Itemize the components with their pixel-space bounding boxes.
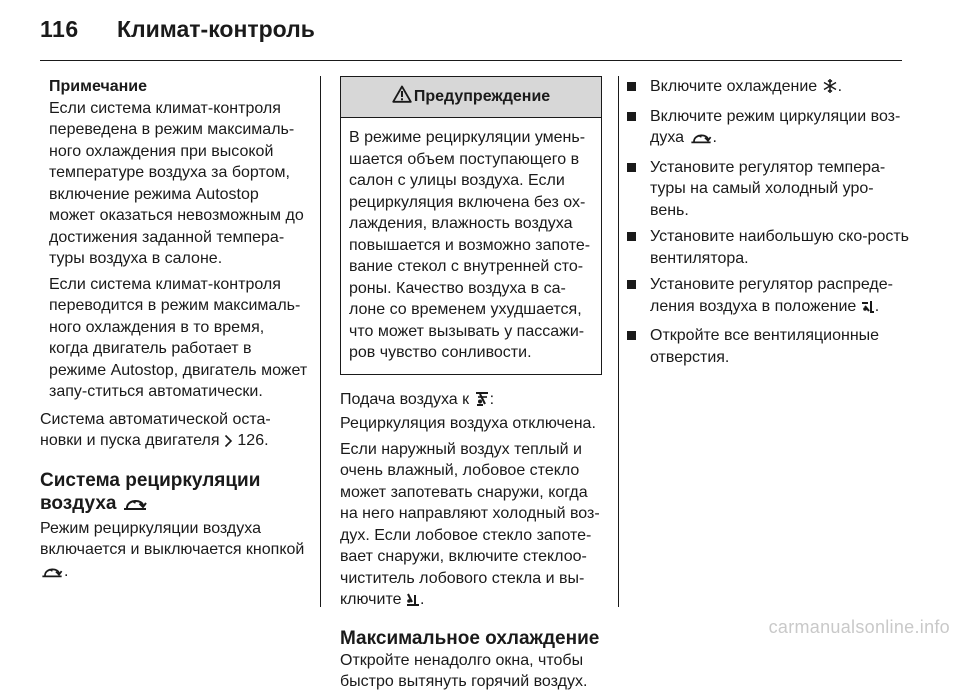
bullet-square-icon [627, 232, 636, 241]
autostop-reference-page: 126. [237, 432, 269, 449]
list-item-text: Установите регулятор темпера-туры на самый холодный уро-вень. [650, 158, 886, 219]
air-to-footwell-icon [406, 592, 420, 614]
warning-header [341, 77, 601, 118]
autostop-reference-paragraph [40, 409, 308, 455]
page-title: Климат-контроль [117, 16, 315, 42]
air-supply-text-post: : Рециркуляция воздуха отключена. [340, 390, 596, 432]
max-cooling-paragraph: Откройте ненадолго окна, чтобы быстро вытянуть горячий воздух. [340, 651, 588, 690]
warning-triangle-icon [392, 85, 412, 110]
warning-text: В режиме рециркуляции умень-шается объем поступающего в салон с улицы воздуха. Если рециркуляция включена без ох-лаждения, влажность воздуха повышается и возможно запоте-вание стекол с внутренней сто-роны. Качество воздуха в са-лоне со временем ухудшается, что может вызывать у пассажи-ров чувство сонливости. [349, 129, 591, 361]
bullet-square-icon [627, 280, 636, 289]
recirculation-icon [689, 130, 713, 152]
warning-box [340, 76, 602, 375]
windshield-fog-paragraph: Если наружный воздух теплый и очень влажный, лобовое стекло может запотевать снаружи, когда на него направляют холодный воз-дух. Если лобовое стекло запоте-вает снаружи, включите стеклоо-чиститель лобового стекла и вы-ключите . [340, 439, 602, 614]
list-item [625, 157, 910, 222]
bullet-square-icon [627, 112, 636, 121]
page-reference-arrow-icon [224, 433, 233, 455]
instruction-list [625, 76, 910, 368]
list-item-text: Откройте все вентиляционные отверстия. [650, 327, 880, 366]
column-divider-right [618, 76, 619, 607]
list-item: Включите охлаждение . [625, 76, 910, 101]
column-2 [340, 76, 602, 693]
bullet-square-icon [627, 163, 636, 172]
watermark: carmanualsonline.info [768, 617, 950, 637]
page-number: 116 [40, 16, 79, 42]
list-item-text: Включите охлаждение [650, 78, 818, 95]
snowflake-icon [822, 78, 838, 101]
bullet-square-icon [627, 82, 636, 91]
list-item: Включите режим циркуляции воз-духа . [625, 106, 910, 152]
list-item: Установите регулятор распреде-ления воздуха в положение . [625, 274, 910, 320]
autostop-reference-text: Система автоматической оста-новки и пуска двигателя [40, 410, 271, 449]
air-to-body-icon [861, 299, 875, 321]
header-rule [40, 60, 902, 61]
note-title: Примечание [49, 78, 148, 95]
air-to-windshield-icon [474, 391, 490, 414]
recirculation-icon [40, 564, 64, 586]
recirculation-paragraph: Режим рециркуляции воздуха включается и выключается кнопкой . [40, 518, 308, 586]
list-item-text: Включите режим циркуляции воз-духа [650, 107, 901, 146]
recirculation-icon [122, 495, 148, 518]
column-divider-left [320, 76, 321, 607]
note-block [40, 76, 308, 403]
note-paragraph-1: Если система климат-контроля переведена в режим максималь-ного охлаждения при высокой температуре воздуха за бортом, включение режима Autostop может оказаться невозможным до достижения заданной темпера-туры воздуха в салоне. [49, 99, 304, 267]
recirculation-heading-text: Система рециркуляции воздуха [40, 469, 261, 514]
air-supply-paragraph [340, 389, 602, 435]
windshield-fog-text: Если наружный воздух теплый и очень влажный, лобовое стекло может запотевать снаружи, когда на него направляют холодный воз-дух. Если лобовое стекло запоте-вает снаружи, включите стеклоо-чиститель лобового стекла и вы-ключите [340, 440, 600, 608]
air-supply-text-pre: Подача воздуха к [340, 390, 470, 408]
recirculation-heading [40, 469, 308, 518]
warning-title: Предупреждение [413, 88, 551, 106]
column-1 [40, 76, 308, 585]
max-cooling-heading: Максимальное охлаждение [340, 627, 600, 649]
note-paragraph-2: Если система климат-контроля переводится в режим максималь-ного охлаждения в то время, когда двигатель работает в режиме Autostop, двигатель может запу-ститься автоматически. [49, 275, 308, 400]
list-item [625, 226, 910, 269]
list-item-text: Установите наибольшую ско-рость вентилятора. [650, 228, 910, 267]
column-3 [625, 76, 910, 373]
list-item [625, 325, 910, 368]
bullet-square-icon [627, 331, 636, 340]
recirculation-paragraph-text: Режим рециркуляции воздуха включается и выключается кнопкой [40, 519, 305, 558]
list-item-text: Установите регулятор распреде-ления воздуха в положение [650, 276, 893, 315]
